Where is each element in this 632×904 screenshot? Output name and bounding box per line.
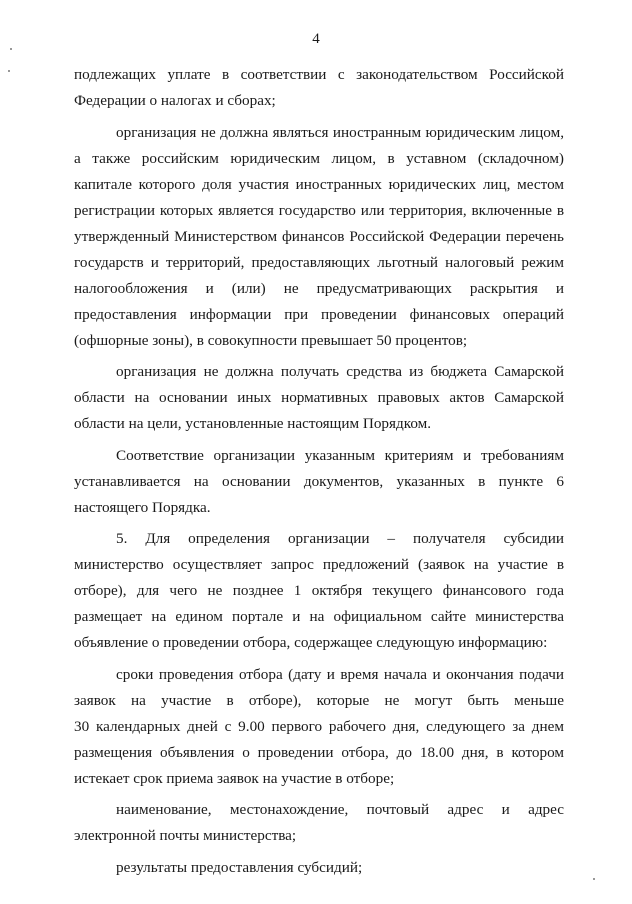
paragraph	[74, 662, 564, 792]
text-line: области на основании иных нормативных правовых актов Самарской	[74, 389, 564, 406]
text-line: наименование, местонахождение, почтовый адрес и адрес	[116, 801, 564, 818]
text-line: налогообложения и (или) не предусматривающих раскрытия и	[74, 279, 564, 297]
text-line: 30 календарных дней с 9.00 первого рабочего дня, следующего за днем	[74, 717, 564, 735]
text-line: подлежащих уплате в соответствии с законодательством Российской	[74, 66, 564, 83]
paragraph	[74, 797, 564, 849]
text-line: государств и территорий, предоставляющих льготный налоговый режим	[74, 253, 564, 271]
text-line: настоящего Порядка.	[74, 498, 211, 516]
text-line: области на цели, установленные настоящим Порядком.	[74, 415, 432, 432]
text-line: результаты предоставления субсидий;	[116, 858, 363, 876]
text-line: устанавливается на основании документов, указанных в пункте 6	[74, 472, 564, 490]
text-line: организация не должна получать средства из бюджета Самарской	[116, 363, 564, 380]
page-number: 4	[312, 31, 320, 47]
paragraph	[74, 855, 564, 881]
paragraph	[74, 120, 564, 354]
text-line: сроки проведения отбора (дату и время начала и окончания подачи	[116, 665, 564, 683]
text-line: утвержденный Министерством финансов Российской Федерации перечень	[74, 227, 564, 245]
paragraph	[74, 443, 564, 521]
text-line: объявление о проведении отбора, содержащее следующую информацию:	[74, 634, 548, 651]
text-line: предоставления информации при проведении финансовых операций	[74, 305, 564, 323]
text-line: истекает срок приема заявок на участие в отборе;	[74, 769, 395, 787]
text-line: капитале которого доля участия иностранных юридических лиц, местом	[74, 175, 564, 193]
text-line: Соответствие организации указанным критериям и требованиям	[116, 446, 564, 464]
text-line: электронной почты министерства;	[74, 827, 297, 844]
text-line: а также российским юридическим лицом, в уставном (складочном)	[74, 149, 564, 167]
text-line: (офшорные зоны), в совокупности превышает 50 процентов;	[74, 331, 468, 349]
paragraph	[74, 62, 564, 114]
paragraph	[74, 359, 564, 437]
text-line: размещения объявления о проведении отбора, до 18.00 дня, в котором	[74, 743, 564, 761]
scan-speck	[593, 878, 595, 880]
text-line: регистрации которых является государство или территория, включенные в	[74, 201, 564, 219]
document-body	[74, 62, 564, 881]
text-line: заявок на участие в отборе), которые не могут быть меньше	[74, 691, 564, 709]
text-line: размещает на едином портале и на официальном сайте министерства	[74, 608, 564, 625]
paragraph	[74, 526, 564, 656]
text-line: отборе), для чего не позднее 1 октября текущего финансового года	[74, 582, 564, 599]
text-line: организация не должна являться иностранным юридическим лицом,	[116, 123, 564, 141]
scan-speck	[10, 48, 12, 50]
scan-speck	[8, 70, 10, 72]
text-line: Федерации о налогах и сборах;	[74, 92, 276, 109]
text-line: министерство осуществляет запрос предложений (заявок на участие в	[74, 556, 564, 573]
text-line: 5. Для определения организации – получателя субсидии	[116, 530, 564, 547]
